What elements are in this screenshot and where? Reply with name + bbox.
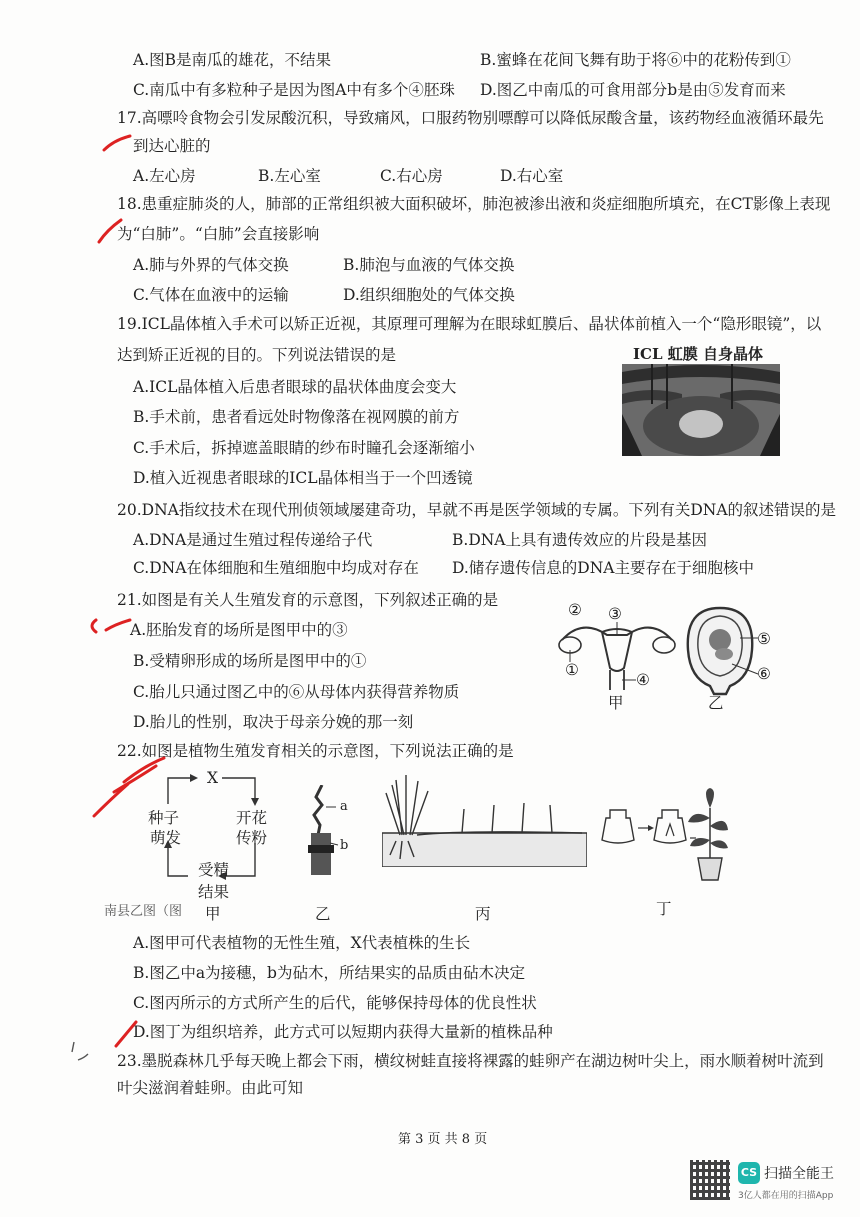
- q22-stem: 22.如图是植物生殖发育相关的示意图，下列说法正确的是: [117, 742, 514, 760]
- cycle-right-2: 传粉: [236, 829, 268, 847]
- tissue-culture-figure: [598, 788, 728, 882]
- fig-label-yi: 乙: [708, 694, 724, 712]
- q18-option-b: B.肺泡与血液的气体交换: [343, 256, 515, 274]
- q21-option-a: A.胚胎发育的场所是图甲中的③: [130, 621, 348, 639]
- q22-option-c: C.图丙所示的方式所产生的后代，能够保持母体的优良性状: [133, 994, 537, 1012]
- q16-option-d: D.图乙中南瓜的可食用部分b是由⑤发育而来: [480, 81, 786, 99]
- q17-option-a: A.左心房: [133, 167, 196, 185]
- q17-option-b: B.左心室: [258, 167, 321, 185]
- q16-option-b: B.蜜蜂在花间飞舞有助于将⑥中的花粉传到①: [480, 51, 791, 69]
- q20-option-a: A.DNA是通过生殖过程传递给子代: [133, 531, 373, 549]
- q22-option-a: A.图甲可代表植物的无性生殖，X代表植株的生长: [133, 934, 471, 952]
- fetus-figure: [680, 604, 760, 696]
- graft-label-b: b: [340, 838, 349, 853]
- fig-jia-label: 甲: [205, 905, 221, 923]
- scanner-tagline: 3亿人都在用的扫描App: [738, 1191, 834, 1201]
- graft-label-a: a: [340, 799, 348, 814]
- q16-option-c: C.南瓜中有多粒种子是因为图A中有多个④胚珠: [133, 81, 455, 99]
- cycle-bottom-2: 结果: [198, 883, 230, 901]
- red-pen-mark: [86, 612, 136, 642]
- q20-option-b: B.DNA上具有遗传效应的片段是基因: [452, 531, 708, 549]
- page-number: 第 3 页 共 8 页: [398, 1132, 488, 1147]
- cycle-left-2: 萌发: [150, 829, 182, 847]
- q17-stem-line2: 到达心脏的: [133, 137, 211, 155]
- fig-label-2: ②: [568, 601, 582, 619]
- fig-label-3: ③: [608, 605, 622, 623]
- q19-option-d: D.植入近视患者眼球的ICL晶体相当于一个凹透镜: [133, 469, 473, 487]
- q19-stem-line2: 达到矫正近视的目的。下列说法错误的是: [117, 346, 397, 364]
- q18-stem-line2: 为“白肺”。“白肺”会直接影响: [117, 225, 320, 243]
- q21-stem: 21.如图是有关人生殖发育的示意图，下列叙述正确的是: [117, 591, 499, 609]
- fig-label-4: ④: [636, 671, 650, 689]
- q20-stem: 20.DNA指纹技术在现代刑侦领域屡建奇功，早就不再是医学领域的专属。下列有关DNA的叙述错误的是: [117, 501, 837, 519]
- q21-option-b: B.受精卵形成的场所是图甲中的①: [133, 652, 367, 670]
- fig-label-6: ⑥: [757, 665, 771, 683]
- cycle-x-label: X: [207, 769, 219, 787]
- q20-option-d: D.储存遗传信息的DNA主要存在于细胞核中: [452, 559, 754, 577]
- red-pen-mark: [110, 1012, 150, 1052]
- red-pen-mark: [95, 200, 135, 250]
- icl-figure-label: ICL 虹膜 自身晶体: [633, 345, 763, 363]
- icl-eye-figure: [622, 364, 780, 456]
- q23-stem-line1: 23.墨脱森林几乎每天晚上都会下雨，横纹树蛙直接将裸露的蛙卵产在湖边树叶尖上，雨水顺着树叶流到: [117, 1052, 824, 1070]
- q21-option-c: C.胎儿只通过图乙中的⑥从母体内获得营养物质: [133, 683, 460, 701]
- q19-stem-line1: 19.ICL晶体植入手术可以矫正近视，其原理可理解为在眼球虹膜后、晶状体前植入一个“隐形眼镜”，以: [117, 315, 822, 333]
- q20-option-c: C.DNA在体细胞和生殖细胞中均成对存在: [133, 559, 419, 577]
- qr-code-icon: [690, 1160, 730, 1200]
- q19-option-b: B.手术前，患者看远处时物像落在视网膜的前方: [133, 408, 460, 426]
- pencil-mark: [66, 1038, 96, 1068]
- q17-stem-line1: 17.高嘌呤食物会引发尿酸沉积，导致痛风，口服药物别嘌醇可以降低尿酸含量，该药物经血液循环最先: [117, 109, 824, 127]
- stray-scan-text: 南县乙图（图: [104, 904, 183, 919]
- q18-option-c: C.气体在血液中的运输: [133, 286, 289, 304]
- red-pen-mark: [100, 110, 140, 160]
- scanner-watermark: [690, 1160, 850, 1206]
- fig-label-5: ⑤: [757, 630, 771, 648]
- q19-option-a: A.ICL晶体植入后患者眼球的晶状体曲度会变大: [133, 378, 457, 396]
- cycle-bottom-1: 受精: [198, 861, 230, 879]
- cycle-right-1: 开花: [236, 809, 268, 827]
- q17-option-c: C.右心房: [380, 167, 443, 185]
- red-pen-mark: [84, 752, 174, 822]
- q21-option-d: D.胎儿的性别，取决于母亲分娩的那一刻: [133, 713, 414, 731]
- q22-option-b: B.图乙中a为接穗，b为砧木，所结果实的品质由砧木决定: [133, 964, 525, 982]
- fig-ding-label: 丁: [656, 900, 672, 918]
- fig-label-1: ①: [565, 661, 579, 679]
- fig-label-jia: 甲: [608, 694, 624, 712]
- q22-option-d: D.图丁为组织培养，此方式可以短期内获得大量新的植株品种: [133, 1023, 553, 1041]
- q16-option-a: A.图B是南瓜的雄花，不结果: [133, 51, 332, 69]
- cycle-left-1: 种子: [148, 809, 180, 827]
- q18-option-a: A.肺与外界的气体交换: [133, 256, 289, 274]
- layering-figure: [382, 775, 587, 867]
- fig-bing-label: 丙: [475, 905, 491, 923]
- fig-yi-label: 乙: [315, 905, 331, 923]
- q23-stem-line2: 叶尖滋润着蛙卵。由此可知: [117, 1079, 304, 1097]
- q18-stem-line1: 18.患重症肺炎的人，肺部的正常组织被大面积破坏，肺泡被渗出液和炎症细胞所填充，在CT影像上表现: [117, 195, 831, 213]
- q17-option-d: D.右心室: [500, 167, 564, 185]
- q19-option-c: C.手术后，拆掉遮盖眼睛的纱布时瞳孔会逐渐缩小: [133, 439, 475, 457]
- q18-option-d: D.组织细胞处的气体交换: [343, 286, 515, 304]
- scanner-brand-name: 扫描全能王: [764, 1166, 834, 1182]
- camscanner-logo-icon: CS: [738, 1162, 760, 1184]
